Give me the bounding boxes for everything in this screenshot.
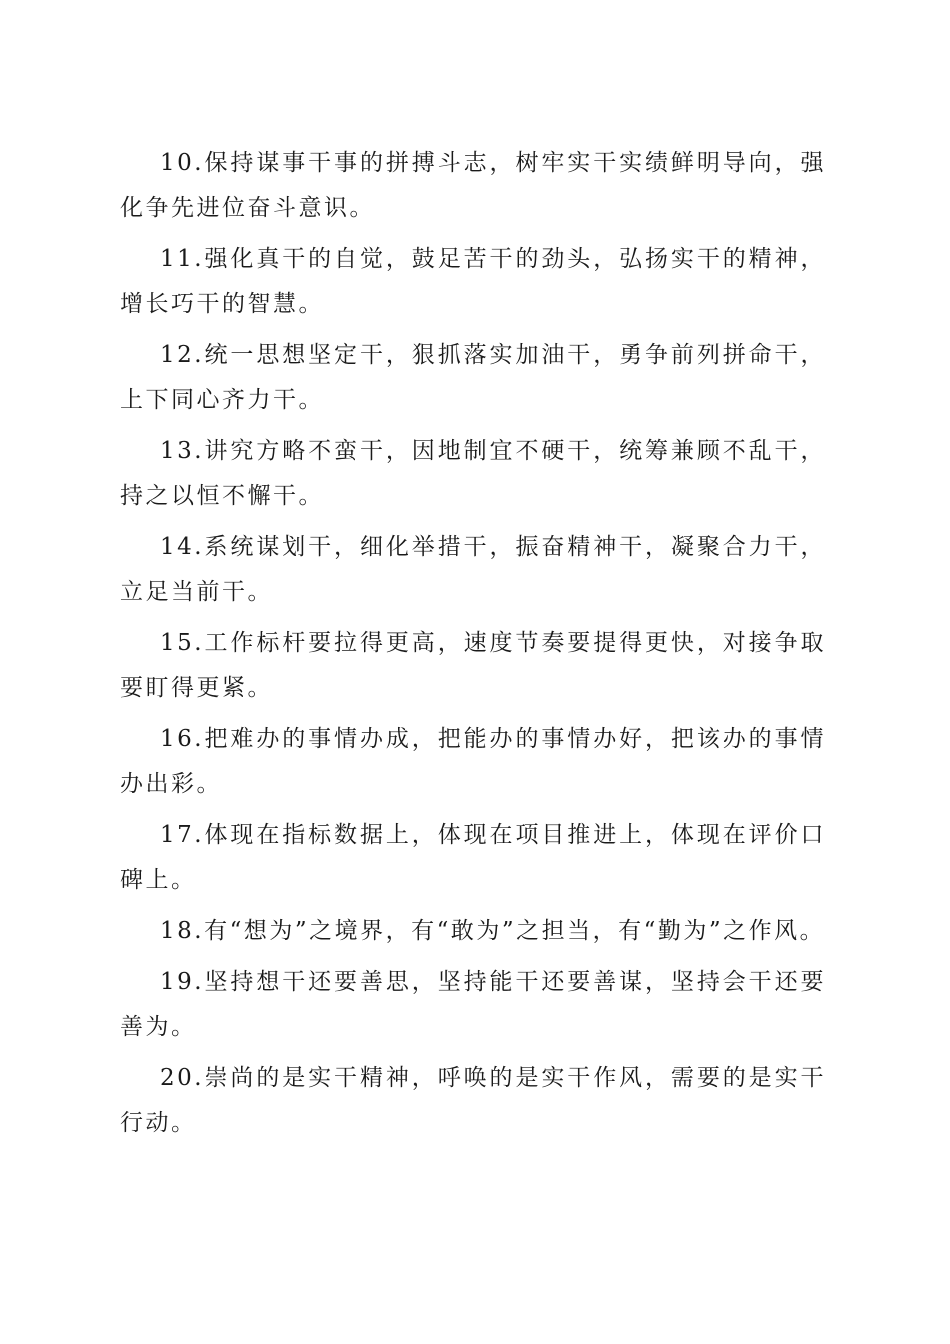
paragraph-19: 19.坚持想干还要善思，坚持能干还要善谋，坚持会干还要善为。 <box>120 969 826 1040</box>
paragraph-14: 14.系统谋划干，细化举措干，振奋精神干，凝聚合力干，立足当前干。 <box>120 534 826 605</box>
paragraph-12: 12.统一思想坚定干，狠抓落实加油干，勇争前列拼命干，上下同心齐力干。 <box>120 342 826 413</box>
paragraph-13: 13.讲究方略不蛮干，因地制宜不硬干，统筹兼顾不乱干，持之以恒不懈干。 <box>120 438 826 509</box>
paragraph-20: 20.崇尚的是实干精神，呼唤的是实干作风，需要的是实干行动。 <box>120 1065 826 1136</box>
paragraph-17: 17.体现在指标数据上，体现在项目推进上，体现在评价口碑上。 <box>120 822 826 893</box>
paragraph-10: 10.保持谋事干事的拼搏斗志，树牢实干实绩鲜明导向，强化争先进位奋斗意识。 <box>120 150 826 221</box>
document-body <box>120 141 826 1152</box>
paragraph-16: 16.把难办的事情办成，把能办的事情办好，把该办的事情办出彩。 <box>120 726 826 797</box>
paragraph-18: 18.有“想为”之境界，有“敢为”之担当，有“勤为”之作风。 <box>160 918 826 944</box>
paragraph-15: 15.工作标杆要拉得更高，速度节奏要提得更快，对接争取要盯得更紧。 <box>120 630 826 701</box>
paragraph-11: 11.强化真干的自觉，鼓足苦干的劲头，弘扬实干的精神，增长巧干的智慧。 <box>120 246 826 317</box>
